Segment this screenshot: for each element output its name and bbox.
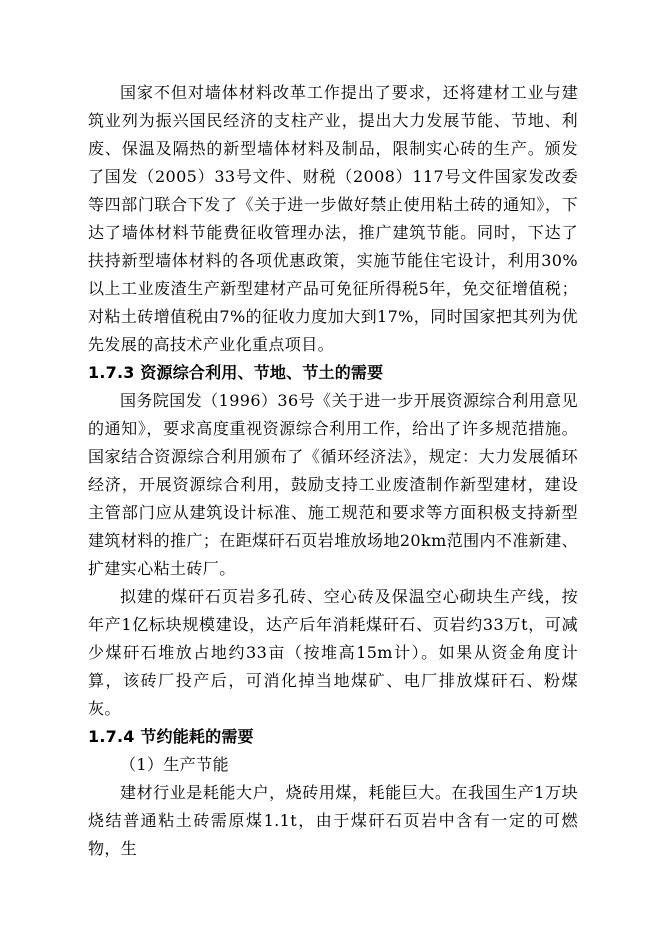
paragraph-policy-requirements: 国家不但对墙体材料改革工作提出了要求，还将建材工业与建筑业列为振兴国民经济的支柱产业，提出大力发展节能、节地、利废、保温及隔热的新型墙体材料及制品，限制实心砖的生产。颁发了国发（2005）33号文件、财税（2008）117号文件国家发改委等四部门联合下发了《关于进一步做好禁止使用粘土砖的通知》，下达了墙体材料节能费征收管理办法，推广建筑节能。同时，下达了扶持新型墙体材料的各项优惠政策，实施节能住宅设计，利用30%以上工业废渣生产新型建材产品可免征所得税5年，免交征增值税；对粘土砖增值税由7%的征收力度加大到17%，同时国家把其列为优先发展的高技术产业化重点项目。 [88, 83, 578, 354]
paragraph-energy-consumption: 建材行业是耗能大户，烧砖用煤，耗能巨大。在我国生产1万块烧结普通粘土砖需原煤1.1t，由于煤矸石页岩中含有一定的可燃物，生 [88, 783, 578, 858]
paragraph-resource-utilization: 国务院国发（1996）36号《关于进一步开展资源综合利用意见的通知》，要求高度重视资源综合利用工作，给出了许多规范措施。国家结合资源综合利用颁布了《循环经济法》，规定：大力发展循环经济，开展资源综合利用，鼓励支持工业废渣制作新型建材，建设主管部门应从建筑设计标准、施工规范和要求等方面积极支持新型建筑材料的推广；在距煤矸石页岩堆放场地20km范围内不准新建、扩建实心粘土砖厂。 [88, 391, 578, 578]
paragraph-production-line: 拟建的煤矸石页岩多孔砖、空心砖及保温空心砌块生产线，按年产1亿标块规模建设，达产后年消耗煤矸石、页岩约33万t，可减少煤矸石堆放占地约33亩（按堆高15m计）。如果从资金角度计算，该砖厂投产后，可消化掉当地煤矿、电厂排放煤矸石、粉煤灰。 [88, 587, 578, 718]
section-heading-1-7-4: 1.7.4 节约能耗的需要 [88, 727, 254, 746]
sub-heading-production-energy: （1）生产节能 [120, 755, 229, 774]
section-heading-1-7-3: 1.7.3 资源综合利用、节地、节土的需要 [88, 363, 384, 382]
document-page [88, 79, 578, 863]
